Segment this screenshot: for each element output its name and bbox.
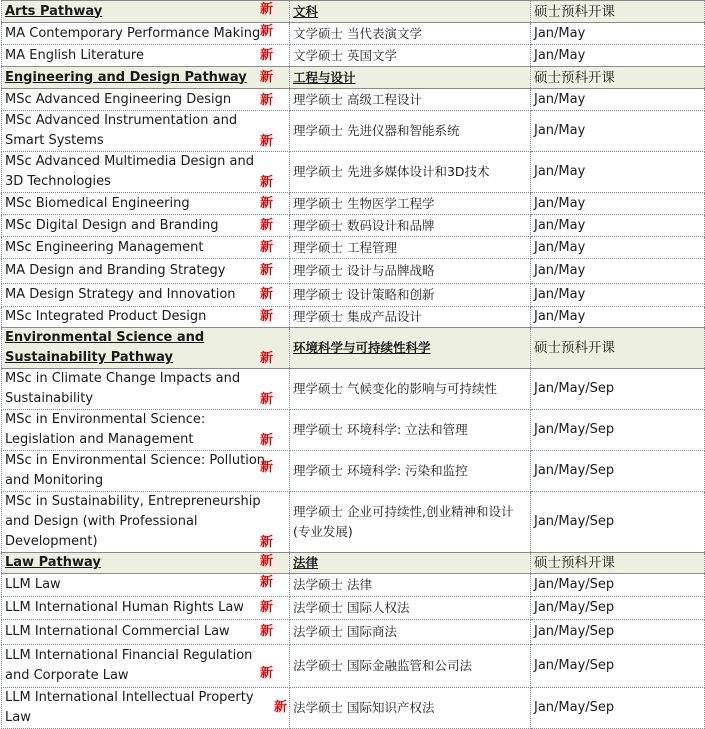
new-badge: 新 — [259, 309, 273, 324]
programme-name: LLM Law — [5, 577, 61, 592]
table-row — [2, 597, 705, 620]
table-row — [2, 369, 705, 410]
programme-cn: 文学硕士 当代表演文学 — [290, 23, 531, 45]
section-title: Law Pathway — [5, 555, 101, 570]
section-title: Engineering and Design Pathway — [5, 69, 247, 85]
programme-cell — [2, 193, 290, 215]
programme-name: LLM International Intellectual Property Law — [5, 690, 254, 725]
programme-name: MSc Biomedical Engineering — [5, 195, 190, 211]
programme-name: MA Design and Branding Strategy — [5, 263, 226, 278]
table-row — [2, 645, 705, 688]
programme-name: MSc in Climate Change Impacts and Sustainability — [5, 371, 241, 406]
programme-cn: 理学硕士 环境科学: 污染和监控 — [290, 451, 531, 492]
programme-name: MSc in Sustainability, Entrepreneurship and Design (with Professional Development) — [5, 494, 261, 549]
programme-cn: 理学硕士 集成产品设计 — [290, 307, 531, 328]
intake: Jan/May — [531, 111, 705, 152]
new-badge: 新 — [259, 263, 273, 278]
new-badge: 新 — [259, 2, 273, 17]
table-row — [2, 259, 705, 284]
programme-cell — [2, 259, 290, 284]
programme-name: MSc Integrated Product Design — [5, 309, 207, 324]
programme-name: MA Contemporary Performance Making — [5, 25, 261, 41]
programme-cn: 理学硕士 数码设计和品牌 — [290, 215, 531, 237]
programme-cn: 理学硕士 先进仪器和智能系统 — [290, 111, 531, 152]
programme-name: MSc in Environmental Science: Legislation and Management — [5, 412, 206, 447]
programme-name: MSc Advanced Multimedia Design and 3D Technologies — [5, 154, 254, 189]
section-title-cell — [2, 1, 290, 23]
programme-name: LLM International Commercial Law — [5, 624, 230, 639]
programme-cn: 法学硕士 国际商法 — [290, 620, 531, 645]
intake: Jan/May — [531, 152, 705, 193]
section-header-arts — [2, 1, 705, 23]
programme-cell — [2, 620, 290, 645]
section-title: Environmental Science and Sustainability Pathway — [5, 330, 205, 365]
intake: Jan/May — [531, 89, 705, 111]
new-badge: 新 — [259, 624, 273, 639]
intake: Jan/May/Sep — [531, 574, 705, 597]
programme-name: MSc in Environmental Science: Pollution and Monitoring — [5, 453, 266, 488]
table-row — [2, 89, 705, 111]
section-title-cell — [2, 67, 290, 89]
intake: Jan/May — [531, 259, 705, 284]
new-badge: 新 — [259, 575, 273, 590]
programme-cn: 法学硕士 法律 — [290, 574, 531, 597]
table-row — [2, 215, 705, 237]
intake: Jan/May — [531, 307, 705, 328]
programme-cell — [2, 45, 290, 67]
intake: Jan/May/Sep — [531, 369, 705, 410]
intake: Jan/May/Sep — [531, 410, 705, 451]
intake: Jan/May/Sep — [531, 645, 705, 688]
table-row — [2, 451, 705, 492]
section-header-environmental — [2, 328, 705, 369]
programme-cn: 理学硕士 生物医学工程学 — [290, 193, 531, 215]
programme-cell — [2, 688, 290, 729]
programme-cell — [2, 451, 290, 492]
programme-cell — [2, 152, 290, 193]
table-row — [2, 574, 705, 597]
intake: Jan/May/Sep — [531, 492, 705, 553]
new-badge: 新 — [259, 287, 273, 302]
intake: Jan/May — [531, 193, 705, 215]
programme-name: MSc Advanced Instrumentation and Smart Systems — [5, 113, 238, 148]
intake: Jan/May — [531, 23, 705, 45]
new-badge: 新 — [259, 195, 273, 211]
new-badge: 新 — [259, 600, 273, 615]
new-badge: 新 — [259, 554, 273, 569]
programme-cell — [2, 645, 290, 688]
intake: Jan/May/Sep — [531, 620, 705, 645]
new-badge: 新 — [259, 24, 273, 39]
section-cn-title: 工程与设计 — [290, 67, 531, 89]
intake: Jan/May/Sep — [531, 688, 705, 729]
intake: Jan/May — [531, 237, 705, 259]
intake: Jan/May/Sep — [531, 597, 705, 620]
programme-name: MA Design Strategy and Innovation — [5, 287, 236, 302]
programme-name: LLM International Human Rights Law — [5, 600, 244, 615]
programme-cell — [2, 215, 290, 237]
programme-cn: 理学硕士 工程管理 — [290, 237, 531, 259]
table-row — [2, 410, 705, 451]
new-badge: 新 — [259, 351, 273, 366]
section-cn-title: 文科 — [290, 1, 531, 23]
programme-cell — [2, 89, 290, 111]
section-header-law — [2, 553, 705, 574]
programme-cn: 理学硕士 企业可持续性,创业精神和设计(专业发展) — [290, 492, 531, 553]
section-title-cell — [2, 328, 290, 369]
programme-name: MSc Engineering Management — [5, 239, 204, 255]
new-badge: 新 — [259, 93, 273, 108]
programme-cell — [2, 597, 290, 620]
table-row — [2, 111, 705, 152]
intake: Jan/May/Sep — [531, 451, 705, 492]
table-row — [2, 492, 705, 553]
new-badge: 新 — [259, 239, 273, 255]
table-row — [2, 620, 705, 645]
programme-cell — [2, 492, 290, 553]
programme-cn: 理学硕士 设计策略和创新 — [290, 284, 531, 307]
programme-cell — [2, 284, 290, 307]
programme-cn: 理学硕士 设计与品牌战略 — [290, 259, 531, 284]
programme-name: LLM International Financial Regulation and Corporate Law — [5, 648, 253, 683]
programme-cell — [2, 307, 290, 328]
intake: Jan/May — [531, 45, 705, 67]
table-row — [2, 237, 705, 259]
new-badge: 新 — [259, 666, 273, 681]
intake: Jan/May — [531, 215, 705, 237]
new-badge: 新 — [259, 535, 273, 550]
new-badge: 新 — [259, 47, 273, 63]
table-row — [2, 284, 705, 307]
programme-cell — [2, 410, 290, 451]
programme-cn: 法学硕士 国际人权法 — [290, 597, 531, 620]
programme-cn: 文学硕士 英国文学 — [290, 45, 531, 67]
intake-header: 硕士预科开课 — [531, 67, 705, 89]
new-badge: 新 — [259, 69, 273, 85]
programme-cn: 法学硕士 国际金融监管和公司法 — [290, 645, 531, 688]
intake-header: 硕士预科开课 — [531, 553, 705, 574]
new-badge: 新 — [259, 433, 273, 448]
programme-table — [1, 0, 705, 729]
programme-cn: 法学硕士 国际知识产权法 — [290, 688, 531, 729]
programme-cell — [2, 23, 290, 45]
programme-name: MA English Literature — [5, 47, 144, 63]
table-row — [2, 193, 705, 215]
intake: Jan/May — [531, 284, 705, 307]
programme-cell — [2, 574, 290, 597]
programme-cell — [2, 111, 290, 152]
new-badge: 新 — [259, 134, 273, 149]
section-header-engineering — [2, 67, 705, 89]
programme-cn: 理学硕士 先进多媒体设计和3D技术 — [290, 152, 531, 193]
table-row — [2, 23, 705, 45]
new-badge: 新 — [259, 392, 273, 407]
new-badge: 新 — [273, 700, 287, 715]
new-badge: 新 — [259, 460, 273, 475]
programme-cell — [2, 237, 290, 259]
programme-cn: 理学硕士 气候变化的影响与可持续性 — [290, 369, 531, 410]
intake-header: 硕士预科开课 — [531, 1, 705, 23]
new-badge: 新 — [259, 175, 273, 190]
programme-cn: 理学硕士 环境科学: 立法和管理 — [290, 410, 531, 451]
section-cn-title: 法律 — [290, 553, 531, 574]
table-row — [2, 688, 705, 729]
programme-name: MSc Digital Design and Branding — [5, 217, 219, 233]
section-title: Arts Pathway — [5, 3, 103, 19]
new-badge: 新 — [259, 217, 273, 233]
section-title-cell — [2, 553, 290, 574]
table-row — [2, 307, 705, 328]
programme-cn: 理学硕士 高级工程设计 — [290, 89, 531, 111]
table-row — [2, 152, 705, 193]
intake-header: 硕士预科开课 — [531, 328, 705, 369]
programme-cell — [2, 369, 290, 410]
section-cn-title: 环境科学与可持续性科学 — [290, 328, 531, 369]
table-row — [2, 45, 705, 67]
programme-name: MSc Advanced Engineering Design — [5, 91, 232, 107]
